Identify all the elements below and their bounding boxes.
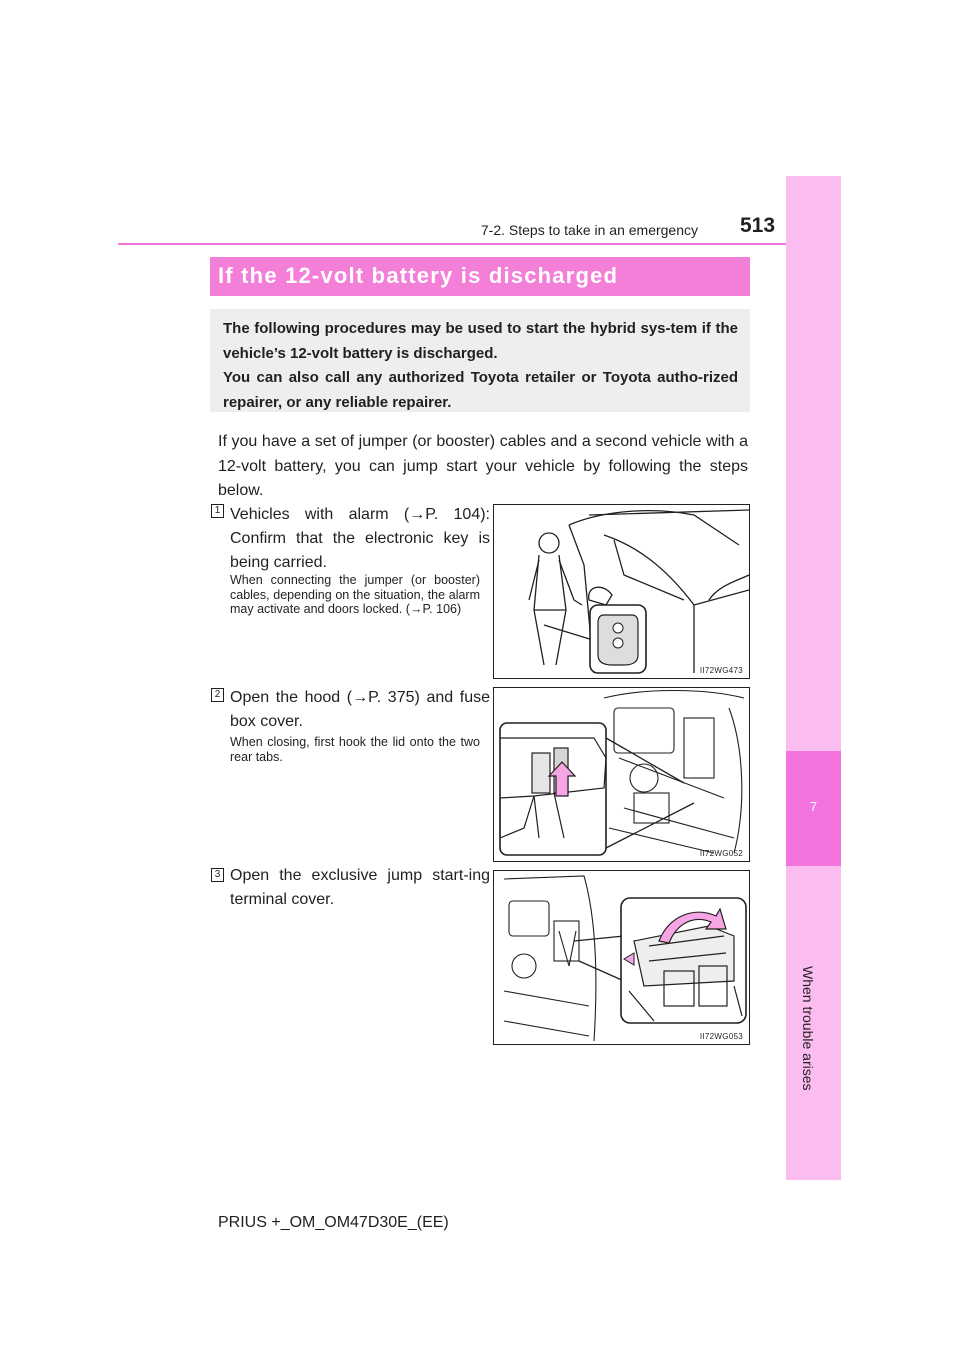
figure-code: II72WG053	[699, 1032, 743, 1041]
chapter-number: 7	[809, 799, 818, 814]
intro-paragraph: You can also call any authorized Toyota retailer or Toyota autho-rized repairer, or any reliable repairer.	[223, 369, 738, 411]
figure-step-2	[493, 687, 750, 862]
figure-code: II72WG473	[699, 666, 743, 675]
intro-box	[210, 309, 750, 412]
section-title-bar	[210, 257, 750, 296]
figure-step-3	[493, 870, 750, 1045]
car-door-key-illustration	[494, 505, 750, 679]
section-title: If the 12-volt battery is discharged	[218, 263, 619, 288]
body-paragraph: If you have a set of jumper (or booster) cables and a second vehicle with a 12-volt battery, you can jump start your vehicle by following the steps below.	[218, 433, 748, 499]
figure-code: II72WG052	[699, 849, 743, 858]
step-number-3: 3	[211, 868, 224, 882]
chapter-number-box	[786, 751, 841, 866]
step-1-text: Vehicles with alarm (→P. 104): Confirm that the electronic key is being carried.	[230, 506, 490, 571]
header-rule	[118, 243, 841, 245]
step-3-text: Open the exclusive jump start-ing terminal cover.	[230, 867, 490, 908]
step-2-note: When closing, first hook the lid onto the two rear tabs.	[230, 735, 480, 764]
page-number: 513	[740, 214, 776, 237]
step-1-note: When connecting the jumper (or booster) cables, depending on the situation, the alarm may activate and doors locked. (→P. 106)	[230, 573, 480, 616]
intro-paragraph: The following procedures may be used to start the hybrid sys-tem if the vehicle’s 12-volt battery is discharged.	[223, 320, 738, 362]
jump-terminal-cover-illustration	[494, 871, 750, 1045]
step-number-1: 1	[211, 504, 224, 518]
chapter-title: When trouble arises	[800, 966, 816, 1091]
step-2-text: Open the hood (→P. 375) and fuse box cover.	[230, 689, 490, 730]
fuse-box-illustration	[494, 688, 750, 862]
footer-doc-code: PRIUS +_OM_OM47D30E_(EE)	[218, 1214, 449, 1231]
step-number-2: 2	[211, 688, 224, 702]
chapter-side-tab	[786, 176, 841, 1180]
figure-step-1	[493, 504, 750, 679]
header-section-title: 7-2. Steps to take in an emergency	[480, 222, 698, 238]
